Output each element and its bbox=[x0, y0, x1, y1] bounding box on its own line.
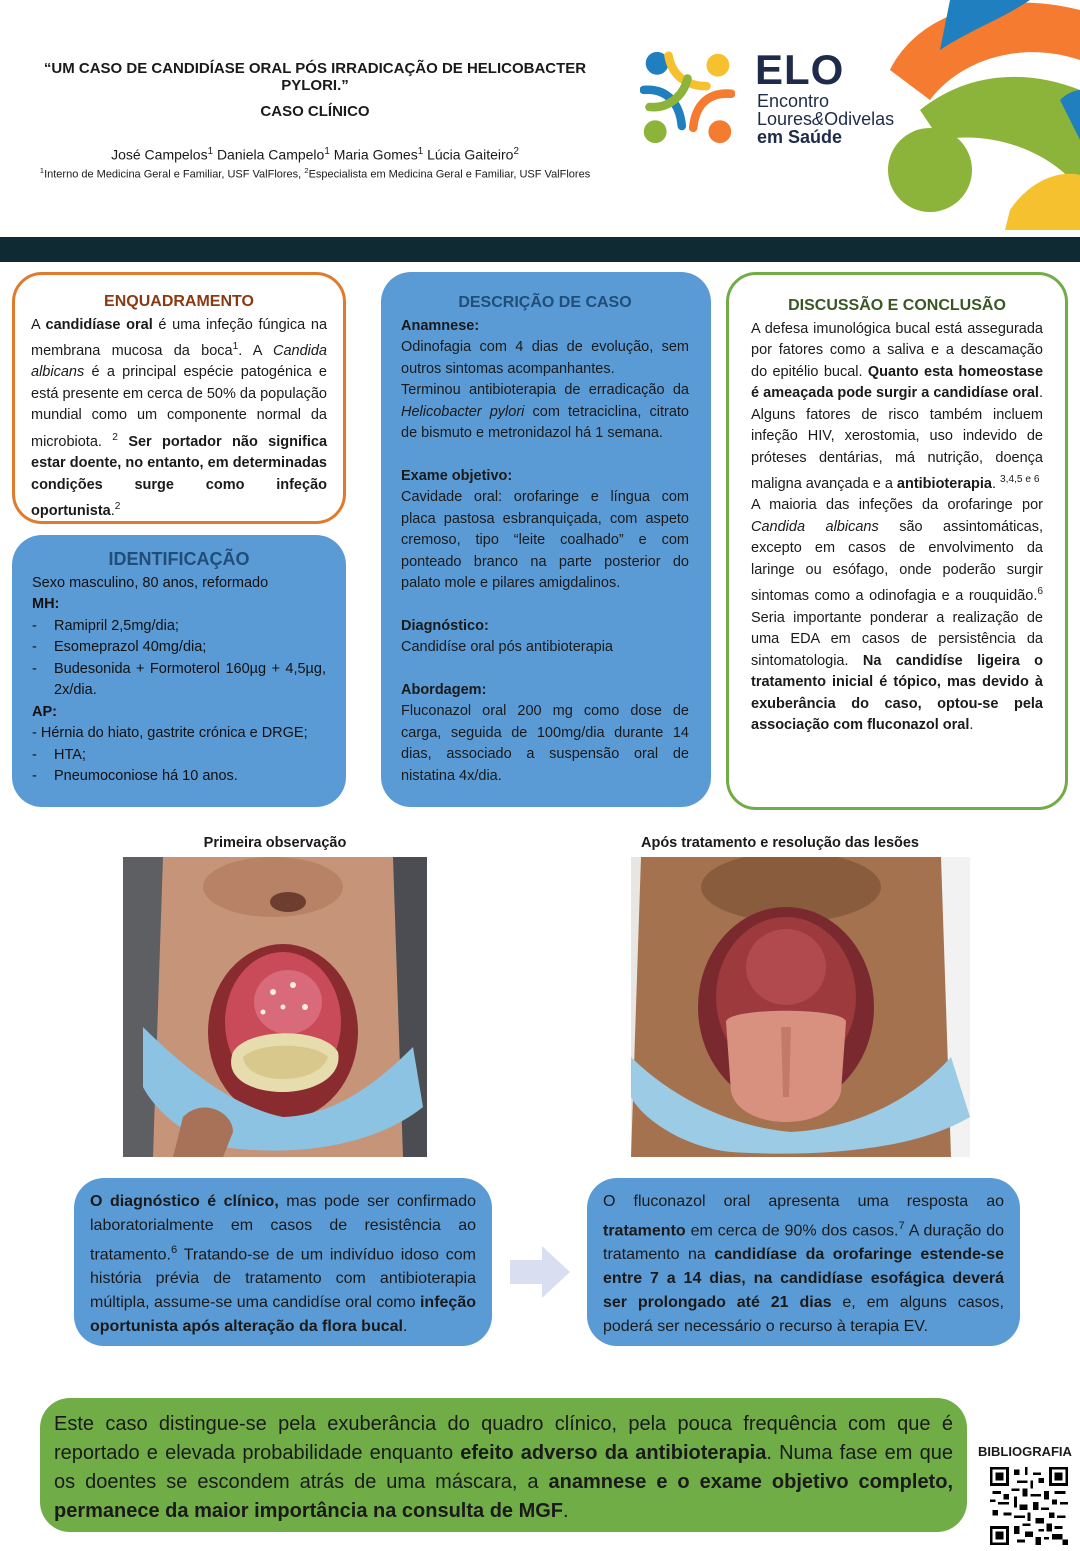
descricao-box bbox=[381, 272, 711, 807]
qr-code-icon[interactable] bbox=[990, 1467, 1068, 1545]
author-4: Lúcia Gaiteiro bbox=[427, 146, 514, 163]
authors: José Campelos$^1$ Daniela Campelo$^1$ Maria Gomes$^1$ Lúcia Gaiteiro$^2$ bbox=[111, 146, 519, 163]
conclusion-box bbox=[40, 1398, 967, 1532]
diagnostico-text: Candidíse oral pós antibioterapia bbox=[401, 639, 613, 655]
right-arrow-icon bbox=[510, 1246, 570, 1298]
elo-logo-line2: Loures&Odivelas bbox=[757, 109, 895, 129]
elo-logo-name: ELO bbox=[755, 46, 845, 93]
elo-logo-icon bbox=[640, 50, 735, 145]
elo-logo-line1: Encontro bbox=[757, 91, 830, 111]
mh-label: MH: bbox=[32, 596, 60, 612]
descricao-title: DESCRIÇÃO DE CASO bbox=[458, 294, 632, 311]
author-2: Daniela Campelo bbox=[216, 146, 325, 163]
identificacao-title: IDENTIFICAÇÃO bbox=[108, 549, 250, 569]
discussao-paragraph-2: A maioria das infeções da orofaringe por Candida albicans são assintomáticas, excepto em casos de envolvimento da laringe ou esófago, onde poderão surgir sintomas como a odinofagia e a rouquidão.$^6$ Seria importante ponderar a realização de uma EDA em casos de persistência da sintomatologia. Na candidíse ligeira o tratamento inicial é tópico, mas devido à exuberância do caso, optou-se pela associação com fluconazol oral. bbox=[751, 497, 1044, 734]
bibliografia-label: BIBLIOGRAFIA bbox=[978, 1444, 1072, 1459]
diagnostico-label: Diagnóstico: bbox=[401, 617, 489, 634]
diagnostico-clinico-box bbox=[74, 1178, 492, 1346]
exame-label: Exame objetivo: bbox=[401, 467, 513, 484]
enquadramento-box bbox=[12, 272, 346, 524]
enquadramento-text: A candidíase oral é uma infeção fúngica na membrana mucosa da boca$^1$. A Candida albicans é a principal espécie patogénica e está presente em cerca de 50% da população mundial como um componente normal da microbiota. $^2$ Ser portador não significa estar doente, no entanto, em determinadas condições surge como infeção oportunista.$^2$ bbox=[31, 316, 328, 519]
ap-list bbox=[32, 745, 326, 788]
discussao-title: DISCUSSÃO E CONCLUSÃO bbox=[788, 297, 1006, 314]
diagnostico-clinico-text: O diagnóstico é clínico, mas pode ser confirmado laboratorialmente em casos de resistência ao tratamento.$^6$ Tratando-se de um indivíduo idoso com história prévia de tratamento com antibioterapia múltipla, assume-se uma candidíse oral como infeção oportunista após alteração da flora bucal. bbox=[90, 1193, 476, 1336]
list-item: - Esomeprazol 40mg/dia; bbox=[32, 639, 207, 655]
list-item: - Ramipril 2,5mg/dia; bbox=[32, 617, 179, 634]
ap-first-item: - Hérnia do hiato, gastrite crónica e DRGE; bbox=[32, 725, 308, 741]
list-item: - Pneumoconiose há 10 anos. bbox=[32, 768, 238, 784]
discussao-box bbox=[726, 272, 1068, 810]
anamnese-text-2: Terminou antibioterapia de erradicação da Helicobacter pylori com tetraciclina, citrato de bismuto e metronidazol há 1 semana. bbox=[401, 382, 689, 441]
photo-after-treatment bbox=[631, 857, 970, 1157]
conclusion-text: Este caso distingue-se pela exuberância do quadro clínico, pela pouca frequência com que é reportado e elevada probabilidade enquanto efeito adverso da antibioterapia. Numa fase em que os doentes se escondem atrás de uma máscara, a anamnese e o exame objetivo completo, permanece da maior importância na consulta de MGF. bbox=[54, 1413, 953, 1522]
fluconazol-box bbox=[587, 1178, 1020, 1346]
ap-label: AP: bbox=[32, 703, 57, 720]
poster-subtitle: CASO CLÍNICO bbox=[260, 103, 370, 120]
author-3: Maria Gomes bbox=[333, 146, 418, 163]
enquadramento-title: ENQUADRAMENTO bbox=[104, 293, 254, 310]
photo-caption-after: Após tratamento e resolução das lesões bbox=[640, 835, 919, 851]
header-band bbox=[0, 237, 1080, 262]
exame-text: Cavidade oral: orofaringe e língua com placa pastosa esbranquiçada, com aspeto cremoso, tipo “leite coalhado” e com ponteado branco na parte posterior do palato mole e pilares amigdalinos. bbox=[401, 489, 689, 591]
elo-logo-line3: em Saúde bbox=[757, 127, 843, 147]
abordagem-text: Fluconazol oral 200 mg como dose de carga, seguida de 100mg/dia durante 14 dias, associado a suspensão oral de nistatina 4x/dia. bbox=[401, 703, 689, 784]
list-item: - Budesonida + Formoterol 160µg + 4,5µg, 2x/dia. bbox=[32, 660, 326, 698]
fluconazol-text: O fluconazol oral apresenta uma resposta ao tratamento em cerca de 90% dos casos.$^7$ A duração do tratamento na candidíase da orofaringe estende-se entre 7 a 14 dias, na candidíase esofágica deverá ser prolongado até 21 dias e, em alguns casos, poderá ser necessário o recurso à terapia EV. bbox=[603, 1193, 1005, 1336]
list-item: - HTA; bbox=[32, 746, 86, 763]
photo-before-treatment bbox=[123, 857, 427, 1157]
mh-list bbox=[32, 616, 326, 702]
anamnese-text-1: Odinofagia com 4 dias de evolução, sem outros sintomas acompanhantes. bbox=[401, 339, 689, 377]
affiliations: $^1$Interno de Medicina Geral e Familiar, USF ValFlores, $^2$Especialista em Medicina Geral e Familiar, USF ValFlores bbox=[39, 166, 591, 181]
discussao-paragraph-1: A defesa imunológica bucal está assegurada por fatores como a saliva e a descamação do epitélio bucal. Quanto esta homeostase é ameaçada pode surgir a candidíase oral. Alguns fatores de risco também incluem infeção HIV, xerostomia, uso indevido de próteses dentárias, má nutrição, doença maligna avançada e a antibioterapia. $^{3,4,5 e 6}$ bbox=[751, 320, 1044, 492]
poster-title: “UM CASO DE CANDIDÍASE ORAL PÓS IRRADICAÇÃO DE HELICOBACTER PYLORI.” bbox=[43, 60, 587, 94]
author-1: José Campelos bbox=[111, 146, 208, 163]
abordagem-label: Abordagem: bbox=[401, 681, 487, 698]
identificacao-box bbox=[12, 535, 346, 807]
anamnese-label: Anamnese: bbox=[401, 317, 480, 334]
photo-caption-before: Primeira observação bbox=[203, 835, 347, 851]
patient-info: Sexo masculino, 80 anos, reformado bbox=[32, 574, 269, 591]
